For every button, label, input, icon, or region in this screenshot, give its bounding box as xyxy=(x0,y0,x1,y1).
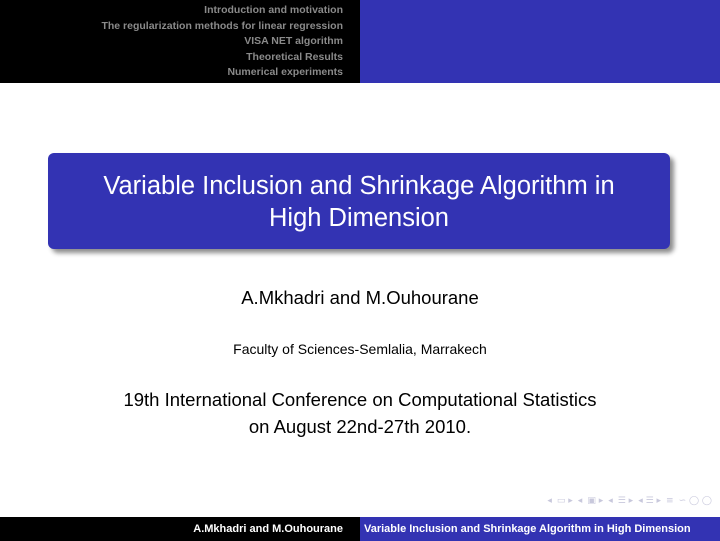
footer-title: Variable Inclusion and Shrinkage Algorithm in High Dimension xyxy=(360,517,720,541)
subsection-nav xyxy=(360,0,720,83)
title-line-2: High Dimension xyxy=(269,203,449,232)
nav-item-visa-net[interactable]: VISA NET algorithm xyxy=(244,35,343,47)
affiliation: Faculty of Sciences-Semlalia, Marrakech xyxy=(233,341,487,357)
nav-item-introduction[interactable]: Introduction and motivation xyxy=(204,4,343,16)
section-next-icon[interactable]: ☰ ▸ xyxy=(617,496,634,506)
nav-item-regularization[interactable]: The regularization methods for linear regression xyxy=(101,19,343,32)
section-prev-icon[interactable]: ◂ xyxy=(608,496,613,506)
beamer-nav-symbols xyxy=(544,496,712,506)
subsection-next-icon[interactable]: ▣ ▸ xyxy=(587,496,604,506)
section-header xyxy=(0,0,720,83)
frame-next-icon[interactable]: ▭ ▸ xyxy=(556,496,573,506)
conference-line-1: 19th International Conference on Computational Statistics xyxy=(123,389,597,410)
title-block xyxy=(48,153,670,249)
subsection-prev-icon[interactable]: ◂ xyxy=(577,496,583,506)
conference xyxy=(0,386,720,440)
section-nav xyxy=(0,0,360,83)
subsubsection-icon[interactable]: ◂ ☰ ▸ xyxy=(638,496,662,506)
frame-prev-icon[interactable]: ◂ xyxy=(547,496,552,506)
search-icon[interactable]: ∽ ◯ ◯ xyxy=(678,496,712,506)
footer xyxy=(0,517,720,541)
nav-item-numerical-experiments[interactable]: Numerical experiments xyxy=(227,66,343,78)
authors: A.Mkhadri and M.Ouhourane xyxy=(241,287,479,308)
nav-item-theoretical-results[interactable]: Theoretical Results xyxy=(246,50,343,63)
title-line-1: Variable Inclusion and Shrinkage Algorithm in xyxy=(103,172,615,200)
align-icon[interactable]: ≡ xyxy=(666,496,674,506)
conference-line-2: on August 22nd-27th 2010. xyxy=(248,416,472,437)
footer-authors: A.Mkhadri and M.Ouhourane xyxy=(0,517,360,541)
